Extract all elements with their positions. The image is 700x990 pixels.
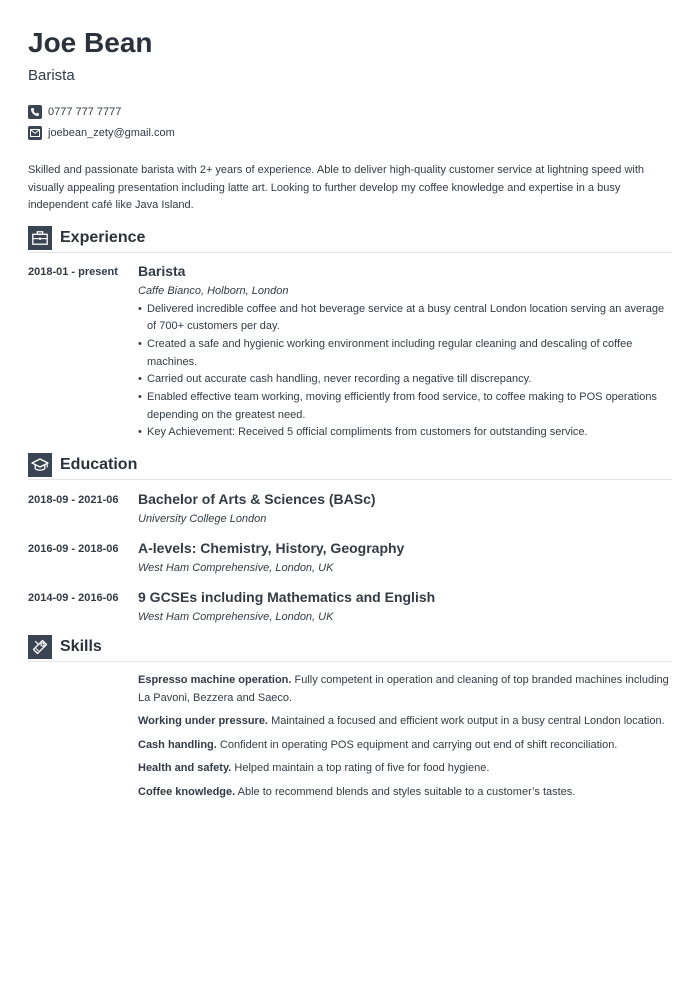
list-item: [138, 713, 672, 731]
skill-name: Cash handling.: [138, 738, 217, 751]
skill-description: Maintained a focused and efficient work output in a busy central London location.: [271, 715, 665, 728]
list-item: • Delivered incredible coffee and hot beverage service at a busy central London location serving an average of 700+ customers per day.: [138, 301, 672, 336]
experience-employer: Caffe Bianco, Holborn, London: [138, 284, 289, 297]
list-item: • Carried out accurate cash handling, never recording a negative till discrepancy.: [138, 371, 672, 389]
education-date: 2018-09 - 2021-06: [28, 494, 119, 507]
list-item: • Created a safe and hygienic working environment including regular cleaning and descaling of coffee machines.: [138, 336, 672, 371]
phone-icon: [28, 105, 42, 119]
list-item: [138, 672, 672, 707]
skills-section-header: [28, 634, 672, 662]
experience-entry: [28, 262, 672, 443]
skill-name: Espresso machine operation.: [138, 674, 292, 687]
professional-summary: Skilled and passionate barista with 2+ years of experience. Able to deliver high-quality customer service at lightning speed with visually appealing presentation including latte art. Looking to further develop my coffee knowledge and expertise in a busy independent café like Java Island.: [28, 164, 645, 211]
job-title: Barista: [28, 67, 75, 84]
education-degree: A-levels: Chemistry, History, Geography: [138, 540, 405, 557]
list-item: [138, 760, 672, 778]
tools-icon: [28, 635, 52, 659]
education-entry: [28, 539, 672, 575]
contact-info: [28, 101, 672, 143]
skill-description: Helped maintain a top rating of five for food hygiene.: [234, 762, 490, 775]
skills-title: Skills: [60, 638, 102, 656]
phone-number: 0777 777 7777: [48, 105, 122, 118]
skill-name: Working under pressure.: [138, 715, 268, 728]
experience-title: Experience: [60, 228, 146, 246]
contact-email: [28, 122, 672, 143]
skill-name: Coffee knowledge.: [138, 785, 236, 798]
briefcase-icon: [28, 226, 52, 250]
experience-date: 2018-01 - present: [28, 265, 118, 278]
skill-description: Able to recommend blends and styles suitable to a customer’s tastes.: [237, 785, 576, 798]
education-degree: Bachelor of Arts & Sciences (BASc): [138, 491, 376, 508]
education-date: 2014-09 - 2016-06: [28, 592, 119, 605]
education-entry: [28, 588, 672, 624]
list-item: • Enabled effective team working, moving efficiently from food service, to coffee making to POS operations depending on the greatest need.: [138, 389, 672, 424]
skill-description: Fully competent in operation and cleaning of top branded machines including La Pavoni, Bezzera and Saeco.: [138, 674, 669, 704]
skill-name: Health and safety.: [138, 762, 232, 775]
skills-list: [138, 672, 672, 801]
education-degree: 9 GCSEs including Mathematics and English: [138, 589, 436, 606]
education-school: University College London: [138, 513, 267, 526]
education-date: 2016-09 - 2018-06: [28, 543, 119, 556]
education-school: West Ham Comprehensive, London, UK: [138, 562, 334, 575]
education-school: West Ham Comprehensive, London, UK: [138, 611, 334, 624]
experience-bullets: [138, 301, 672, 443]
list-item: [138, 737, 672, 755]
experience-role: Barista: [138, 262, 186, 279]
graduation-cap-icon: [28, 453, 52, 477]
email-address[interactable]: joebean_zety@gmail.com: [48, 126, 175, 139]
list-item: [138, 784, 672, 802]
envelope-icon: [28, 126, 42, 140]
education-entry: [28, 490, 672, 526]
contact-phone: [28, 101, 672, 122]
skill-description: Confident in operating POS equipment and carrying out end of shift reconciliation.: [219, 738, 618, 751]
education-section-header: [28, 452, 672, 480]
list-item: • Key Achievement: Received 5 official compliments from customers for outstanding service.: [138, 424, 672, 442]
experience-section-header: [28, 225, 672, 253]
candidate-name: Joe Bean: [28, 27, 153, 58]
education-title: Education: [60, 456, 138, 474]
